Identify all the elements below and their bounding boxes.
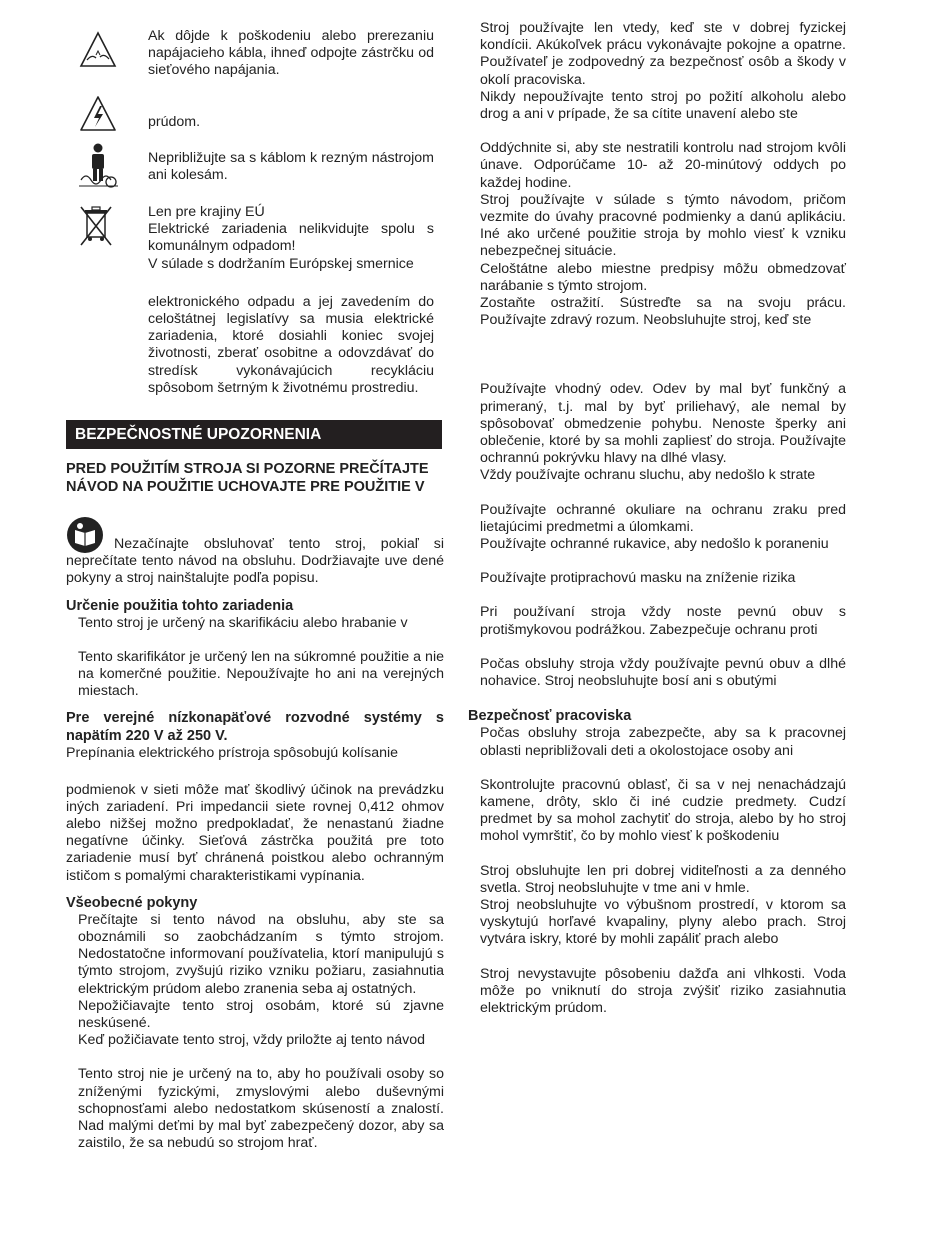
low-voltage-p2: podmienok v sieti môže mať škodlivý účinok na prevádzku iných zariadení. Pri impedancii siete rovnej 0,412 ohmov alebo nižšej možno predpokladať, že nenastanú žiadne negatívne účinky. Sieťová zástrčka použitá pre toto zariadenie musí byť chránená poistkou alebo ochranným ističom s pomalými charakteristikami vypínania. <box>66 781 444 884</box>
left-column <box>66 460 444 1152</box>
right-p3: Oddýchnite si, aby ste nestratili kontrolu nad strojom kvôli únave. Odporúčame 10- až 20-minútový oddych po každej hodine. <box>480 140 846 191</box>
right-p1: Stroj používajte len vtedy, keď ste v dobrej fyzickej kondícii. Akúkoľvek prácu vykonávajte pokojne a opatrne. Používateľ je zodpovedný za bezpečnosť osôb a škody v okolí pracoviska. <box>480 20 846 88</box>
read-manual-text: Nezačínajte obsluhovať tento stroj, pokiaľ si neprečítate tento návod na obsluhu. Dodržiavajte uve dené pokyny a stroj nainštalujte podľa popisu. <box>66 536 444 587</box>
right-p8: Vždy používajte ochranu sluchu, aby nedošlo k strate <box>480 467 816 484</box>
workplace-p1: Počas obsluhy stroja zabezpečte, aby sa k pracovnej oblasti nepribližovali deti a okolostojace osoby ani <box>480 725 846 759</box>
intended-use-p1: Tento stroj je určený na skarifikáciu alebo hrabanie v <box>78 614 408 631</box>
workplace-p2: Skontrolujte pracovnú oblasť, či sa v nej nenachádzajú kamene, drôty, sklo či iné cudzie predmety. Cudzí predmet by sa mohol zachytiť do stroja, alebo by ho stroj mohol vymrštiť, čo by mohlo viesť k poškodeniu <box>480 776 846 845</box>
keep-away-text: Nepribližujte sa s káblom k rezným nástrojom ani kolesám. <box>148 150 434 184</box>
warning-heading: PRED POUŽITÍM STROJA SI POZORNE PREČÍTAJTE NÁVOD NA POUŽITIE UCHOVAJTE PRE POUŽITIE V <box>66 461 429 495</box>
workplace-p4: Stroj neobsluhujte vo výbušnom prostredí, v ktorom sa vyskytujú horľavé kvapaliny, plyny alebo prach. Stroj vytvára iskry, ktoré by mohli zapáliť prach alebo <box>480 896 846 948</box>
right-p10: Používajte ochranné rukavice, aby nedošlo k poraneniu <box>480 536 829 553</box>
read-manual-icon <box>66 516 104 554</box>
electric-warning-text: prúdom. <box>148 114 201 130</box>
cable-warning-text: Ak dôjde k poškodeniu alebo prerezaniu napájacieho kábla, ihneď odpojte zástrčku od sieťového napájania. <box>148 28 434 79</box>
right-p7: Používajte vhodný odev. Odev by mal byť funkčný a primeraný, t.j. mal by byť priliehavý, ale nemal by spôsobovať obmedzenie pohybu. Nenoste šperky ani oblečenie, ktoré by sa mohli zapliesť do stroja. Používajte ochrannú pokrývku hlavy na dlhé vlasy. <box>480 381 846 467</box>
general-p1: Prečítajte si tento návod na obsluhu, aby ste sa oboznámili so zaobchádzaním s týmto strojom. Nedostatočne informovaní používatelia, ktorí manipulujú s týmto strojom, zvyšujú riziko vzniku požiaru, zasiahnutia elektrickým prúdom alebo zranenia seba aj ostatných. <box>78 911 444 997</box>
electric-shock-icon <box>78 94 118 134</box>
damaged-cable-icon <box>78 30 118 70</box>
weee-line-4: elektronického odpadu a jej zavedením do celoštátnej legislatívy sa musia elektrické zariadenia, ktoré dosiahli koniec svojej životnosti, zberať osobitne a odovzdávať do stredísk vykonávajúcich recykláciu spôsobom šetrným k životnému prostrediu. <box>148 293 434 396</box>
right-p2: Nikdy nepoužívajte tento stroj po požití alkoholu alebo drog a ani v prípade, že sa cítite unavení alebo ste <box>480 88 846 123</box>
right-p6: Zostaňte ostražití. Sústreďte sa na svoju prácu. Používajte zdravý rozum. Neobsluhujte stroj, keď ste <box>480 295 846 329</box>
right-p12: Pri používaní stroja vždy noste pevnú obuv s protišmykovou podrážkou. Zabezpečuje ochranu proti <box>480 604 846 638</box>
general-p3: Keď požičiavate tento stroj, vždy priložte aj tento návod <box>78 1032 426 1049</box>
low-voltage-p1: Prepínania elektrického prístroja spôsobujú kolísanie <box>66 745 399 762</box>
weee-line-1: Len pre krajiny EÚ <box>148 204 265 220</box>
intended-use-p2: Tento skarifikátor je určený len na súkromné použitie a nie na komerčné použitie. Nepoužívajte ho ani na verejných miestach. <box>78 648 444 700</box>
right-p11: Používajte protiprachovú masku na zníženie rizika <box>480 570 796 587</box>
intended-use-heading: Určenie použitia tohto zariadenia <box>66 597 294 614</box>
crossed-bin-icon <box>78 203 114 247</box>
general-p4: Tento stroj nie je určený na to, aby ho používali osoby so zníženými fyzickými, zmyslovými alebo duševnými schopnosťami alebo nedostatkom skúseností a znalostí. Nad malými deťmi by mal byť zabezpečený dozor, aby sa zaistilo, že sa nebudú so strojom hrať. <box>78 1066 444 1152</box>
general-heading: Všeobecné pokyny <box>66 894 198 911</box>
section-banner: BEZPEČNOSTNÉ UPOZORNENIA <box>66 420 442 449</box>
workplace-heading: Bezpečnosť pracoviska <box>468 708 632 725</box>
right-column <box>468 20 846 1017</box>
workplace-p5: Stroj nevystavujte pôsobeniu dažďa ani vlhkosti. Voda môže po vniknutí do stroja zvýšiť riziko zasiahnutia elektrickým prúdom. <box>480 965 846 1016</box>
low-voltage-heading: Pre verejné nízkonapäťové rozvodné systémy s napätím 220 V až 250 V. <box>66 710 444 745</box>
right-p13: Počas obsluhy stroja vždy používajte pevnú obuv a dlhé nohavice. Stroj neobsluhujte bosí ani s obutými <box>480 655 846 690</box>
general-p2: Nepožičiavajte tento stroj osobám, ktoré sú zjavne neskúsené. <box>78 997 444 1032</box>
right-p5: Celoštátne alebo miestne predpisy môžu obmedzovať narábanie s týmto strojom. <box>480 260 846 294</box>
right-p4: Stroj používajte v súlade s týmto návodom, pričom vezmite do úvahy pracovné podmienky a danú aplikáciu. Iné ako určené použitie stroja by mohlo viesť k vzniku nebezpečnej situácie. <box>480 191 846 260</box>
weee-line-2: Elektrické zariadenia nelikvidujte spolu s komunálnym odpadom! <box>148 221 434 255</box>
right-p9: Používajte ochranné okuliare na ochranu zraku pred lietajúcimi predmetmi a úlomkami. <box>480 501 846 535</box>
weee-text-block <box>148 204 434 397</box>
workplace-p3: Stroj obsluhujte len pri dobrej viditeľnosti a za denného svetla. Stroj neobsluhujte v tme ani v hmle. <box>480 862 846 896</box>
weee-line-3: V súlade s dodržaním Európskej smernice <box>148 255 414 272</box>
keep-away-icon <box>78 142 120 190</box>
